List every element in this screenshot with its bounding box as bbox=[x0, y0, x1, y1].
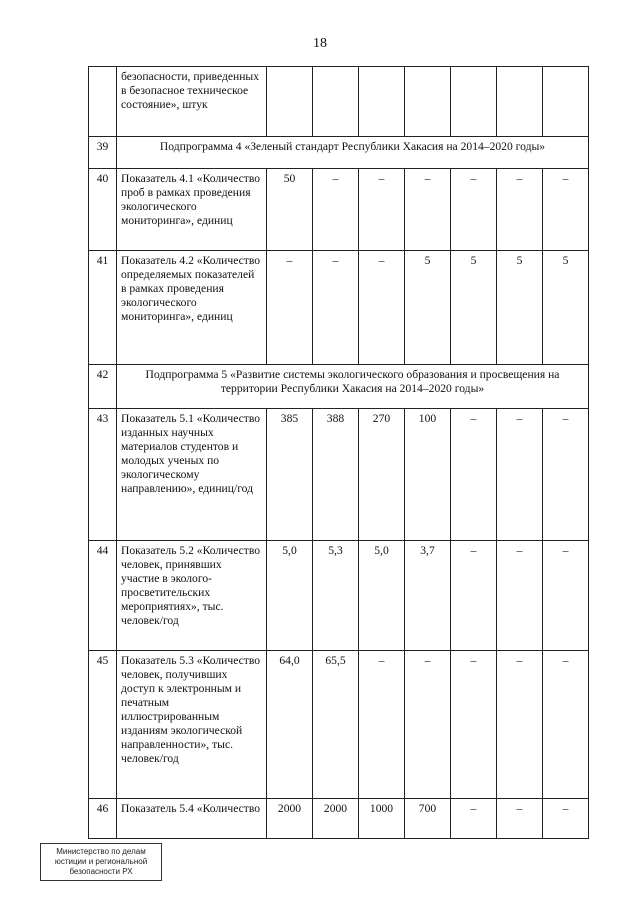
page-number: 18 bbox=[313, 36, 327, 51]
row-number: 46 bbox=[89, 799, 117, 839]
value-cell: – bbox=[359, 169, 405, 251]
table-body bbox=[89, 67, 589, 839]
value-cell: 5,3 bbox=[313, 541, 359, 651]
value-cell: – bbox=[313, 251, 359, 365]
value-cell: – bbox=[543, 799, 589, 839]
value-cell: 388 bbox=[313, 409, 359, 541]
value-cell: – bbox=[359, 651, 405, 799]
value-cell: – bbox=[543, 541, 589, 651]
indicator-name: Показатель 5.4 «Количество bbox=[117, 799, 267, 839]
value-cell: – bbox=[451, 541, 497, 651]
indicator-name: Показатель 5.3 «Количество человек, получивших доступ к электронным и печатным иллюстрированным изданиям экологической направленности», тыс. человек/год bbox=[117, 651, 267, 799]
row-number bbox=[89, 67, 117, 137]
value-cell bbox=[497, 67, 543, 137]
row-number: 41 bbox=[89, 251, 117, 365]
value-cell: – bbox=[543, 169, 589, 251]
value-cell: 100 bbox=[405, 409, 451, 541]
value-cell: – bbox=[267, 251, 313, 365]
ministry-stamp: Министерство по делам юстиции и региональной безопасности РХ bbox=[40, 843, 162, 881]
value-cell: – bbox=[497, 799, 543, 839]
value-cell: – bbox=[451, 651, 497, 799]
value-cell: 65,5 bbox=[313, 651, 359, 799]
indicator-row bbox=[89, 67, 589, 137]
indicator-row bbox=[89, 409, 589, 541]
row-number: 43 bbox=[89, 409, 117, 541]
row-number: 40 bbox=[89, 169, 117, 251]
indicator-name: Показатель 4.1 «Количество проб в рамках проведения экологического мониторинга», единиц bbox=[117, 169, 267, 251]
value-cell: – bbox=[405, 169, 451, 251]
value-cell: 2000 bbox=[313, 799, 359, 839]
indicator-row bbox=[89, 169, 589, 251]
value-cell: 385 bbox=[267, 409, 313, 541]
value-cell: – bbox=[451, 409, 497, 541]
subprogram-title: Подпрограмма 5 «Развитие системы экологического образования и просвещения на территории Республики Хакасия на 2014–2020 годы» bbox=[117, 365, 589, 409]
value-cell: 5,0 bbox=[267, 541, 313, 651]
indicator-row bbox=[89, 799, 589, 839]
value-cell: 1000 bbox=[359, 799, 405, 839]
value-cell: 5,0 bbox=[359, 541, 405, 651]
indicator-row bbox=[89, 651, 589, 799]
indicator-name: безопасности, приведенных в безопасное техническое состояние», штук bbox=[117, 67, 267, 137]
row-number: 39 bbox=[89, 137, 117, 169]
value-cell: – bbox=[451, 799, 497, 839]
value-cell: 2000 bbox=[267, 799, 313, 839]
indicator-name: Показатель 4.2 «Количество определяемых показателей в рамках проведения экологического мониторинга», единиц bbox=[117, 251, 267, 365]
indicator-name: Показатель 5.1 «Количество изданных научных материалов студентов и молодых ученых по экологическому направлению», единиц/год bbox=[117, 409, 267, 541]
value-cell: – bbox=[405, 651, 451, 799]
row-number: 44 bbox=[89, 541, 117, 651]
value-cell: – bbox=[497, 169, 543, 251]
value-cell: 5 bbox=[405, 251, 451, 365]
value-cell bbox=[359, 67, 405, 137]
value-cell: – bbox=[451, 169, 497, 251]
value-cell: – bbox=[497, 541, 543, 651]
row-number: 42 bbox=[89, 365, 117, 409]
value-cell: 64,0 bbox=[267, 651, 313, 799]
indicators-table bbox=[88, 66, 589, 839]
value-cell: – bbox=[543, 409, 589, 541]
value-cell: – bbox=[497, 651, 543, 799]
subprogram-row bbox=[89, 365, 589, 409]
value-cell bbox=[267, 67, 313, 137]
value-cell: 50 bbox=[267, 169, 313, 251]
row-number: 45 bbox=[89, 651, 117, 799]
value-cell: – bbox=[497, 409, 543, 541]
subprogram-title: Подпрограмма 4 «Зеленый стандарт Республики Хакасия на 2014–2020 годы» bbox=[117, 137, 589, 169]
value-cell bbox=[313, 67, 359, 137]
subprogram-row bbox=[89, 137, 589, 169]
indicator-name: Показатель 5.2 «Количество человек, принявших участие в эколого-просветительских мероприятиях», тыс. человек/год bbox=[117, 541, 267, 651]
value-cell: 5 bbox=[497, 251, 543, 365]
value-cell: – bbox=[313, 169, 359, 251]
value-cell: – bbox=[543, 651, 589, 799]
value-cell: 270 bbox=[359, 409, 405, 541]
value-cell bbox=[543, 67, 589, 137]
indicator-row bbox=[89, 541, 589, 651]
value-cell: – bbox=[359, 251, 405, 365]
value-cell bbox=[451, 67, 497, 137]
value-cell: 5 bbox=[543, 251, 589, 365]
value-cell: 5 bbox=[451, 251, 497, 365]
value-cell: 700 bbox=[405, 799, 451, 839]
indicator-row bbox=[89, 251, 589, 365]
value-cell: 3,7 bbox=[405, 541, 451, 651]
value-cell bbox=[405, 67, 451, 137]
